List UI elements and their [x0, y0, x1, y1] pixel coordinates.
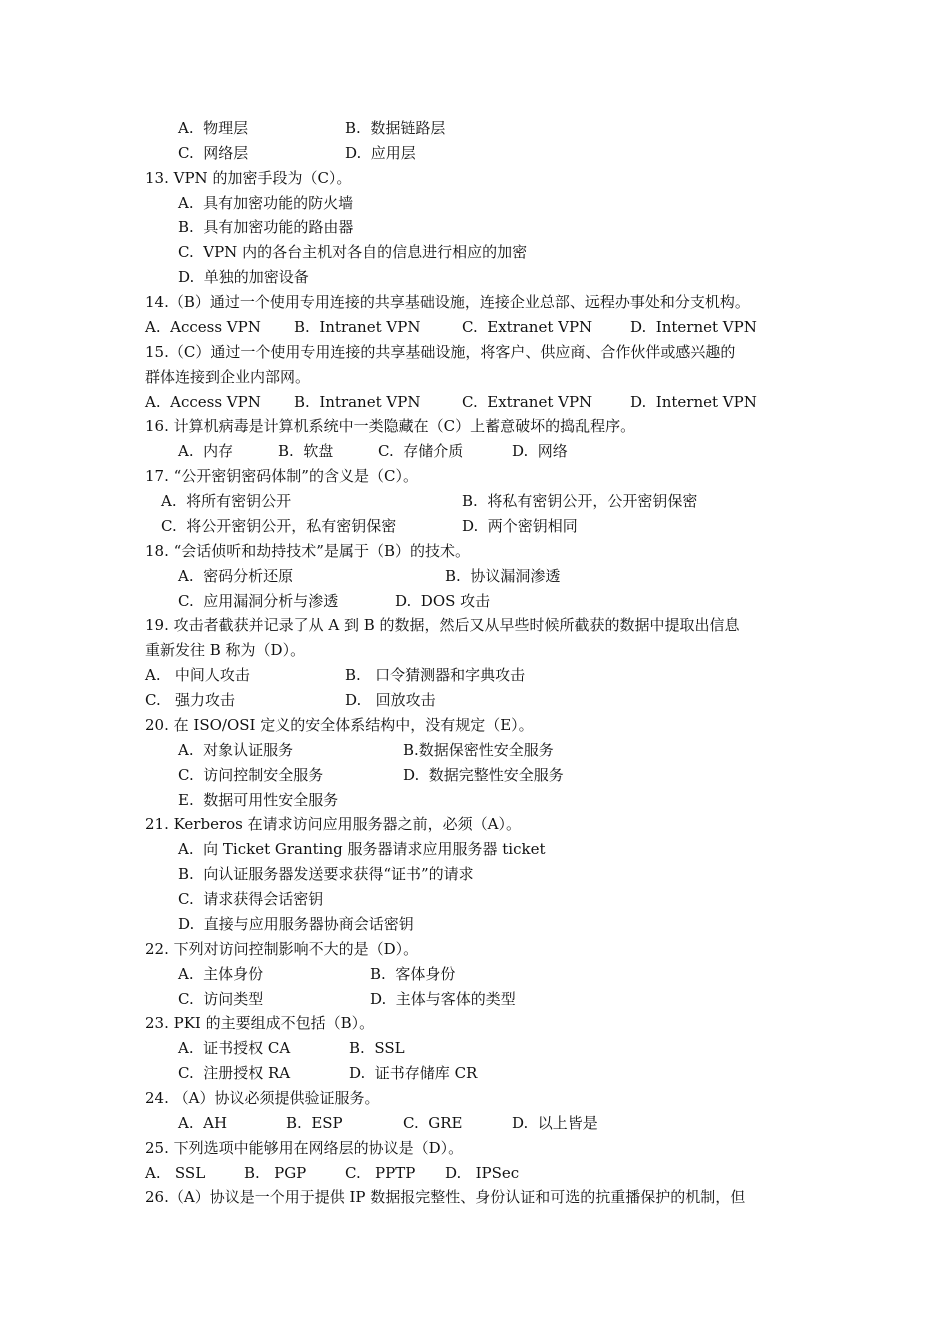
option-line: D. 主体与客体的类型 [370, 990, 516, 1008]
option-line: A. 向 Ticket Granting 服务器请求应用服务器 ticket [178, 840, 546, 858]
option-line: B. 客体身份 [370, 965, 456, 983]
question-line: 25. 下列选项中能够用在网络层的协议是（D）。 [145, 1139, 464, 1157]
option-line: C. 注册授权 RA [178, 1064, 291, 1082]
option-line: A. 密码分析还原 [178, 567, 294, 585]
option-line: D. 两个密钥相同 [462, 517, 578, 535]
option-line: A. 中间人攻击 [145, 666, 250, 684]
option-line: C. GRE [403, 1114, 463, 1132]
option-line: D. Internet VPN [630, 318, 757, 336]
question-line: 19. 攻击者截获并记录了从 A 到 B 的数据，然后又从早些时候所截获的数据中提取出信息 [145, 616, 740, 634]
option-line: A. 证书授权 CA [178, 1039, 291, 1057]
option-line: A. Access VPN [145, 393, 261, 411]
question-line: 14.（B）通过一个使用专用连接的共享基础设施，连接企业总部、远程办事处和分支机构。 [145, 293, 750, 311]
option-line: B. Intranet VPN [294, 393, 421, 411]
option-line: A. SSL [145, 1164, 206, 1182]
option-line: D. 应用层 [345, 144, 416, 162]
question-line: 群体连接到企业内部网。 [145, 368, 311, 386]
option-line: D. DOS 攻击 [395, 592, 491, 610]
option-line: B. 口令猜测器和字典攻击 [345, 666, 526, 684]
question-line: 16. 计算机病毒是计算机系统中一类隐藏在（C）上蓄意破坏的捣乱程序。 [145, 417, 636, 435]
option-line: C. 强力攻击 [145, 691, 236, 709]
option-line: A. 将所有密钥公开 [161, 492, 292, 510]
option-line: D. Internet VPN [630, 393, 757, 411]
option-line: C. PPTP [345, 1164, 416, 1182]
option-line: D. 数据完整性安全服务 [403, 766, 564, 784]
option-line: C. 将公开密钥公开，私有密钥保密 [161, 517, 397, 535]
option-line: C. 网络层 [178, 144, 249, 162]
question-line: 13. VPN 的加密手段为（C）。 [145, 169, 352, 187]
question-line: 重新发往 B 称为（D）。 [145, 641, 306, 659]
option-line: D. 回放攻击 [345, 691, 436, 709]
question-line: 24. （A）协议必须提供验证服务。 [145, 1089, 380, 1107]
option-line: A. AH [178, 1114, 228, 1132]
option-line: C. 应用漏洞分析与渗透 [178, 592, 339, 610]
option-line: B. 向认证服务器发送要求获得“证书”的请求 [178, 865, 474, 883]
question-line: 26.（A）协议是一个用于提供 IP 数据报完整性、身份认证和可选的抗重播保护的机制，但 [145, 1188, 746, 1206]
option-line: B. 软盘 [278, 442, 334, 460]
question-line: 23. PKI 的主要组成不包括（B）。 [145, 1014, 375, 1032]
option-line: C. 请求获得会话密钥 [178, 890, 324, 908]
question-line: 15.（C）通过一个使用专用连接的共享基础设施，将客户、供应商、合作伙伴或感兴趣的 [145, 343, 736, 361]
option-line: B. ESP [286, 1114, 343, 1132]
question-line: 17. “公开密钥密码体制”的含义是（C）。 [145, 467, 418, 485]
option-line: A. 具有加密功能的防火墙 [178, 194, 354, 212]
option-line: D. 网络 [512, 442, 568, 460]
option-line: D. 证书存储库 CR [349, 1064, 478, 1082]
question-line: 18. “会话侦听和劫持技术”是属于（B）的技术。 [145, 542, 470, 560]
option-line: A. 主体身份 [178, 965, 264, 983]
option-line: B. 协议漏洞渗透 [445, 567, 561, 585]
question-line: 21. Kerberos 在请求访问应用服务器之前，必须（A）。 [145, 815, 521, 833]
option-line: B. 将私有密钥公开，公开密钥保密 [462, 492, 698, 510]
option-line: C. 访问控制安全服务 [178, 766, 324, 784]
option-line: D. 以上皆是 [512, 1114, 598, 1132]
option-line: D. 单独的加密设备 [178, 268, 309, 286]
option-line: B. SSL [349, 1039, 405, 1057]
question-line: 20. 在 ISO/OSI 定义的安全体系结构中，没有规定（E）。 [145, 716, 534, 734]
option-line: B. 具有加密功能的路由器 [178, 218, 354, 236]
option-line: C. Extranet VPN [462, 393, 593, 411]
option-line: A. Access VPN [145, 318, 261, 336]
option-line: B. Intranet VPN [294, 318, 421, 336]
option-line: A. 物理层 [178, 119, 249, 137]
option-line: A. 对象认证服务 [178, 741, 294, 759]
option-line: D. 直接与应用服务器协商会话密钥 [178, 915, 414, 933]
question-line: 22. 下列对访问控制影响不大的是（D）。 [145, 940, 419, 958]
option-line: B. PGP [244, 1164, 307, 1182]
option-line: B. 数据链路层 [345, 119, 446, 137]
option-line: C. VPN 内的各台主机对各自的信息进行相应的加密 [178, 243, 528, 261]
option-line: C. Extranet VPN [462, 318, 593, 336]
option-line: B.数据保密性安全服务 [403, 741, 554, 759]
option-line: D. IPSec [445, 1164, 520, 1182]
option-line: C. 访问类型 [178, 990, 264, 1008]
option-line: E. 数据可用性安全服务 [178, 791, 339, 809]
option-line: A. 内存 [178, 442, 234, 460]
option-line: C. 存储介质 [378, 442, 464, 460]
